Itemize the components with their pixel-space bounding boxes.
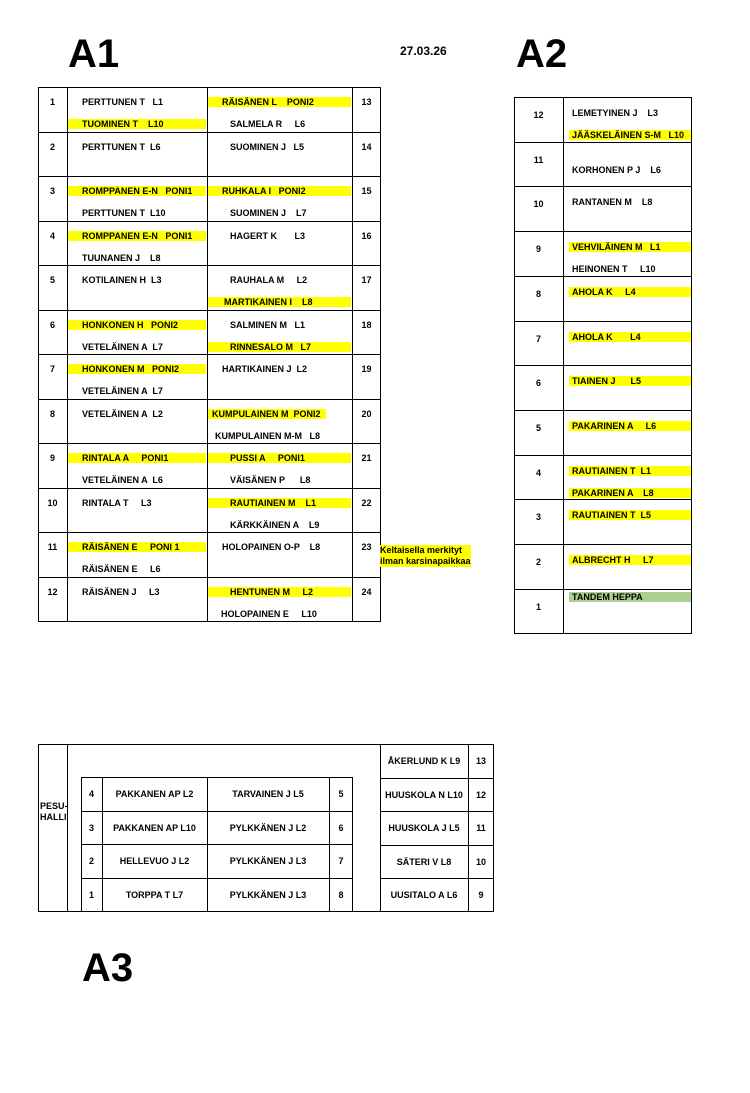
a1-stall-number: 12 bbox=[47, 586, 58, 597]
a1-stall-number: 16 bbox=[361, 230, 372, 241]
a1-horse-name: SALMINEN M L1 bbox=[230, 319, 306, 330]
a1-horse-name: HONKONEN H PONI2 bbox=[82, 319, 179, 330]
a3-side-row-line bbox=[380, 845, 494, 846]
a2-stall-number: 8 bbox=[535, 288, 541, 299]
a3-horse-name: SÄTERI V L8 bbox=[396, 856, 452, 867]
a3-side-row-line bbox=[380, 878, 494, 879]
a3-stall-number: 9 bbox=[478, 890, 484, 901]
a1-horse-name: RUHKALA I PONI2 bbox=[222, 186, 306, 196]
a3-stall-number: 13 bbox=[475, 756, 486, 766]
a3-stall-number: 3 bbox=[88, 822, 94, 833]
a3-stall-number: 10 bbox=[475, 856, 486, 867]
a1-horse-name: RÄISÄNEN E L6 bbox=[82, 564, 161, 574]
a3-horse-name: PAKKANEN AP L2 bbox=[115, 789, 194, 799]
a3-horse-name: HUUSKOLA J L5 bbox=[388, 823, 460, 834]
a1-horse-name: TUUNANEN J L8 bbox=[82, 252, 161, 263]
a3-horse-name: PYLKKÄNEN J L2 bbox=[229, 822, 307, 833]
a2-row-line bbox=[514, 410, 692, 411]
a1-horse-name: VETELÄINEN A L7 bbox=[82, 341, 163, 352]
a2-row-line bbox=[514, 321, 692, 322]
a2-stall-number: 7 bbox=[535, 333, 541, 344]
a2-row-line bbox=[514, 455, 692, 456]
a2-row-line bbox=[514, 544, 692, 545]
a2-row-line bbox=[514, 142, 692, 143]
a1-horse-name: KUMPULAINEN M PONI2 bbox=[212, 408, 321, 419]
a1-stall-number: 24 bbox=[361, 586, 372, 597]
a1-horse-name: PERTTUNEN T L6 bbox=[82, 141, 161, 152]
a3-stall-number: 2 bbox=[88, 856, 94, 866]
a3-horse-name: UUSITALO A L6 bbox=[390, 890, 458, 901]
a2-horse-name: RAUTIAINEN T L1 bbox=[572, 465, 652, 476]
a1-horse-name: RÄISÄNEN L PONI2 bbox=[222, 97, 314, 107]
a1-horse-name: RINTALA T L3 bbox=[82, 497, 152, 508]
a1-stall-number: 11 bbox=[47, 542, 58, 552]
a2-stall-number: 10 bbox=[533, 199, 544, 210]
a1-horse-name: RÄISÄNEN E PONI 1 bbox=[82, 542, 180, 552]
a1-horse-name: HAGERT K L3 bbox=[230, 230, 306, 241]
a3-inner-row-line bbox=[81, 878, 353, 879]
a1-horse-name: VETELÄINEN A L7 bbox=[82, 386, 163, 396]
a2-row-line bbox=[514, 589, 692, 590]
a2-row-line bbox=[514, 365, 692, 366]
a1-horse-name: SUOMINEN J L7 bbox=[230, 208, 307, 218]
a1-horse-name: VÄISÄNEN P L8 bbox=[230, 475, 311, 485]
a3-stall-number: 1 bbox=[88, 889, 94, 900]
a1-horse-name: ROMPPANEN E-N PONI1 bbox=[82, 230, 193, 241]
a3-inner-row-line bbox=[81, 844, 353, 845]
a2-horse-name: TANDEM HEPPA bbox=[572, 591, 643, 602]
a3-stall-number: 8 bbox=[338, 889, 344, 900]
title-a1: A1 bbox=[68, 32, 120, 76]
a3-horse-name: PYLKKÄNEN J L3 bbox=[229, 856, 307, 866]
a3-horse-name: PAKKANEN AP L10 bbox=[113, 822, 196, 833]
pesuhalli-label-2: HALLI bbox=[40, 812, 67, 822]
a2-stall-number: 4 bbox=[535, 467, 541, 478]
a1-row-line bbox=[38, 310, 381, 311]
a1-horse-name: ROMPPANEN E-N PONI1 bbox=[82, 186, 193, 196]
a1-horse-name: RÄISÄNEN J L3 bbox=[82, 586, 160, 597]
a2-horse-name: RAUTIAINEN T L5 bbox=[572, 510, 652, 521]
a2-horse-name: HEINONEN T L10 bbox=[572, 264, 656, 275]
a1-stall-number: 1 bbox=[49, 97, 55, 107]
a1-stall-number: 22 bbox=[361, 497, 372, 508]
a2-stall-number: 3 bbox=[535, 512, 541, 523]
a1-stall-number: 10 bbox=[47, 497, 58, 508]
a2-row-line bbox=[514, 499, 692, 500]
a3-horse-name: HELLEVUO J L2 bbox=[119, 856, 190, 866]
a3-horse-name: ÅKERLUND K L9 bbox=[387, 756, 461, 766]
a3-column-line bbox=[67, 744, 68, 912]
a1-row-line bbox=[38, 443, 381, 444]
a1-horse-name: HONKONEN M PONI2 bbox=[82, 364, 180, 374]
a1-horse-name: SALMELA R L6 bbox=[230, 119, 306, 129]
a1-row-line bbox=[38, 176, 381, 177]
pesuhalli-label-1: PESU- bbox=[40, 801, 68, 811]
a2-stall-number: 11 bbox=[533, 154, 544, 165]
a1-stall-number: 8 bbox=[49, 408, 55, 419]
a1-horse-name: VETELÄINEN A L2 bbox=[82, 408, 163, 419]
a1-row-line bbox=[38, 577, 381, 578]
a1-row-line bbox=[38, 221, 381, 222]
note bbox=[380, 545, 471, 567]
a1-horse-name: SUOMINEN J L5 bbox=[230, 141, 305, 152]
a1-row-line bbox=[38, 399, 381, 400]
a3-stall-number: 4 bbox=[88, 789, 94, 799]
a1-stall-number: 17 bbox=[361, 275, 372, 285]
a2-stall-number: 5 bbox=[535, 422, 541, 433]
a1-stall-number: 19 bbox=[361, 364, 372, 374]
a1-stall-number: 23 bbox=[361, 542, 372, 552]
a1-horse-name: KUMPULAINEN M-M L8 bbox=[215, 430, 320, 441]
a2-horse-name: RANTANEN M L8 bbox=[572, 197, 653, 208]
a2-row-line bbox=[514, 276, 692, 277]
a2-horse-name: VEHVILÄINEN M L1 bbox=[572, 242, 661, 253]
a1-horse-name: KOTILAINEN H L3 bbox=[82, 275, 162, 285]
a1-horse-name: HOLOPAINEN O-P L8 bbox=[222, 542, 321, 552]
a1-stall-number: 15 bbox=[361, 186, 372, 196]
a1-stall-number: 13 bbox=[361, 97, 372, 107]
note-line-2: ilman karsinapaikkaa bbox=[380, 556, 471, 566]
a1-horse-name: RAUHALA M L2 bbox=[230, 275, 308, 285]
a1-stall-number: 20 bbox=[361, 408, 372, 419]
a1-row-line bbox=[38, 488, 381, 489]
a1-stall-number: 18 bbox=[361, 319, 372, 330]
a2-stall-number: 6 bbox=[535, 378, 541, 389]
a1-stall-number: 14 bbox=[361, 141, 372, 152]
a3-horse-name: TORPPA T L7 bbox=[125, 889, 184, 900]
a1-horse-name: HENTUNEN M L2 bbox=[230, 586, 314, 597]
a2-horse-name: KORHONEN P J L6 bbox=[572, 164, 661, 175]
a3-inner-row-line bbox=[81, 811, 353, 812]
a2-horse-name: TIAINEN J L5 bbox=[572, 376, 642, 387]
a3-stall-number: 12 bbox=[475, 789, 486, 800]
a2-stall-number: 9 bbox=[535, 244, 541, 255]
title-a2: A2 bbox=[516, 32, 568, 76]
a2-horse-name: PAKARINEN A L6 bbox=[572, 420, 657, 431]
a1-horse-name: TUOMINEN T L10 bbox=[82, 119, 164, 129]
a1-horse-name: RINNESALO M L7 bbox=[230, 341, 312, 352]
a3-horse-name: TARVAINEN J L5 bbox=[232, 789, 304, 799]
a1-horse-name: VETELÄINEN A L6 bbox=[82, 475, 163, 485]
a2-horse-name: LEMETYINEN J L3 bbox=[572, 108, 659, 118]
a3-horse-name: HUUSKOLA N L10 bbox=[385, 789, 463, 800]
a1-stall-number: 5 bbox=[49, 275, 55, 285]
a1-row-line bbox=[38, 265, 381, 266]
a3-stall-number: 6 bbox=[338, 822, 344, 833]
a2-horse-name: AHOLA K L4 bbox=[572, 331, 641, 342]
a2-row-line bbox=[514, 186, 692, 187]
a3-stall-number: 5 bbox=[338, 789, 344, 799]
a1-horse-name: PUSSI A PONI1 bbox=[230, 453, 305, 463]
a1-horse-name: HARTIKAINEN J L2 bbox=[222, 364, 308, 374]
a2-stall-number: 12 bbox=[533, 110, 544, 120]
a3-side-row-line bbox=[380, 811, 494, 812]
a1-row-line bbox=[38, 532, 381, 533]
a1-stall-number: 6 bbox=[49, 319, 55, 330]
a2-stall-number: 1 bbox=[535, 601, 541, 612]
a1-stall-number: 4 bbox=[49, 230, 55, 241]
a3-horse-name: PYLKKÄNEN J L3 bbox=[229, 889, 307, 900]
a1-stall-number: 9 bbox=[49, 453, 55, 463]
a2-horse-name: ALBRECHT H L7 bbox=[572, 555, 654, 565]
a1-horse-name: PERTTUNEN T L10 bbox=[82, 208, 166, 218]
note-line-1: Keltaisella merkityt bbox=[380, 545, 463, 555]
a2-horse-name: PAKARINEN A L8 bbox=[572, 487, 654, 498]
a1-horse-name: RINTALA A PONI1 bbox=[82, 453, 169, 463]
a2-stall-number: 2 bbox=[535, 557, 541, 567]
date: 27.03.26 bbox=[400, 44, 447, 58]
title-a3: A3 bbox=[82, 946, 134, 990]
a2-row-line bbox=[514, 231, 692, 232]
a1-stall-number: 7 bbox=[49, 364, 55, 374]
a2-horse-name: JÄÄSKELÄINEN S-M L10 bbox=[572, 130, 685, 140]
a1-horse-name: MARTIKAINEN I L8 bbox=[224, 297, 313, 307]
a1-row-line bbox=[38, 354, 381, 355]
a3-stall-number: 11 bbox=[476, 823, 486, 834]
a3-side-row-line bbox=[380, 778, 494, 779]
a1-horse-name: PERTTUNEN T L1 bbox=[82, 97, 164, 107]
a1-stall-number: 2 bbox=[49, 141, 55, 152]
a1-horse-name: HOLOPAINEN E L10 bbox=[221, 608, 317, 619]
a1-horse-name: KÄRKKÄINEN A L9 bbox=[230, 519, 320, 530]
a1-stall-number: 21 bbox=[361, 453, 372, 463]
a1-stall-number: 3 bbox=[49, 186, 55, 196]
a2-horse-name: AHOLA K L4 bbox=[572, 286, 636, 297]
a3-stall-number: 7 bbox=[338, 856, 344, 866]
a1-horse-name: RAUTIAINEN M L1 bbox=[230, 497, 317, 508]
a1-row-line bbox=[38, 132, 381, 133]
